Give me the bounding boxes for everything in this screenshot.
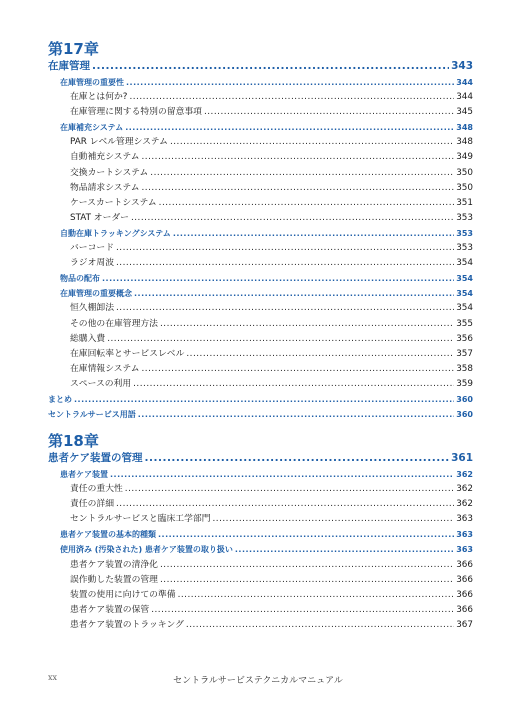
toc-entry-page: 363 <box>456 530 473 540</box>
toc-entry[interactable] <box>48 301 473 316</box>
dot-leader <box>126 75 454 90</box>
toc-entry-page: 355 <box>456 318 473 329</box>
toc-entry-title: 在庫とは何か? <box>70 92 128 103</box>
toc-entry[interactable] <box>48 467 473 482</box>
toc-entry-title: 誤作動した装置の管理 <box>70 574 158 585</box>
dot-leader <box>159 196 455 211</box>
toc-entry-title: ケースカートシステム <box>70 197 157 208</box>
toc-entry-title: 責任の重大性 <box>70 484 123 495</box>
toc-entry-page: 353 <box>456 212 473 223</box>
toc-entry[interactable] <box>48 362 473 377</box>
toc-entry-page: 348 <box>456 123 473 133</box>
toc-entry[interactable] <box>48 150 473 165</box>
toc-entry[interactable] <box>48 196 473 211</box>
toc-entry-title: スペースの利用 <box>70 378 132 389</box>
toc-entry[interactable] <box>48 317 473 332</box>
toc-entry[interactable] <box>48 407 473 422</box>
toc-entry-page: 351 <box>456 197 473 208</box>
toc-entry[interactable] <box>48 135 473 150</box>
toc-entry-title: 在庫回転率とサービスレベル <box>70 348 185 359</box>
toc-entry-page: 345 <box>456 107 473 118</box>
toc-entry-title: 患者ケア装置の清浄化 <box>70 559 158 570</box>
toc-entry-title: PAR レベル管理システム <box>70 137 168 148</box>
toc-entry[interactable] <box>48 90 473 105</box>
dot-leader <box>145 450 450 467</box>
toc-entry-page: 353 <box>456 228 473 238</box>
dot-leader <box>116 256 454 271</box>
toc-entry-title: 物品請求システム <box>70 182 140 193</box>
chapter-18-heading: 第18章 <box>48 432 99 450</box>
dot-leader <box>170 135 454 150</box>
toc-entry[interactable] <box>48 558 473 573</box>
chapter-18-section <box>48 432 473 633</box>
toc-entry[interactable] <box>48 241 473 256</box>
dot-leader <box>204 105 454 120</box>
toc-entry[interactable] <box>48 226 473 241</box>
dot-leader <box>110 467 454 482</box>
dot-leader <box>150 166 454 181</box>
toc-entry-title: 在庫管理の重要概念 <box>60 289 132 299</box>
toc-entry-page: 366 <box>456 604 473 615</box>
toc-entry-page: 343 <box>451 60 473 72</box>
toc-entry-page: 362 <box>456 499 473 510</box>
toc-entry-title: 使用済み (汚染された) 患者ケア装置の取り扱い <box>60 545 233 555</box>
dot-leader <box>235 542 454 557</box>
dot-leader <box>213 512 455 527</box>
toc-entry[interactable] <box>48 542 473 557</box>
toc-entry-page: 350 <box>456 182 473 193</box>
dot-leader <box>125 120 454 135</box>
toc-entry-title: ラジオ周波 <box>70 258 114 269</box>
dot-leader <box>160 573 454 588</box>
dot-leader <box>186 347 454 362</box>
toc-entry-page: 354 <box>456 258 473 269</box>
dot-leader <box>178 588 455 603</box>
toc-entry[interactable] <box>48 588 473 603</box>
toc-entry[interactable] <box>48 286 473 301</box>
toc-entry-page: 366 <box>456 559 473 570</box>
toc-entry-page: 350 <box>456 167 473 178</box>
toc-entry-page: 359 <box>456 378 473 389</box>
dot-leader <box>102 271 454 286</box>
dot-leader <box>116 241 454 256</box>
dot-leader <box>186 618 454 633</box>
toc-entry-page: 354 <box>456 289 473 299</box>
toc-entry-page: 360 <box>456 410 473 420</box>
toc-entry[interactable] <box>48 377 473 392</box>
toc-entry-title: 患者ケア装置の保管 <box>70 604 150 615</box>
toc-entry-page: 353 <box>456 243 473 254</box>
toc-entry[interactable] <box>48 75 473 90</box>
dot-leader <box>125 482 454 497</box>
page-footer <box>48 673 468 687</box>
toc-entry-page: 344 <box>456 92 473 103</box>
toc-entry-title: 物品の配布 <box>60 274 100 284</box>
toc-entry-title: 患者ケア装置のトラッキング <box>70 619 184 630</box>
toc-entry-page: 354 <box>456 303 473 314</box>
dot-leader <box>142 150 455 165</box>
toc-entry[interactable] <box>48 181 473 196</box>
toc-entry[interactable] <box>48 392 473 407</box>
toc-entry-page: 362 <box>456 470 473 479</box>
toc-entry-title: 患者ケア装置の管理 <box>48 452 143 464</box>
dot-leader <box>74 392 454 407</box>
toc-entry[interactable] <box>48 271 473 286</box>
chapter-17-section <box>48 40 473 422</box>
toc-entry-page: 354 <box>456 274 473 284</box>
dot-leader <box>142 362 455 377</box>
toc-entry-page: 344 <box>456 78 473 87</box>
dot-leader <box>160 317 454 332</box>
footer-page-number: xx <box>48 673 58 682</box>
dot-leader <box>116 301 454 316</box>
dot-leader <box>129 90 454 105</box>
toc-entry-title: 交換カートシステム <box>70 167 149 178</box>
toc-entry-title: セントラルサービス用語 <box>48 410 136 420</box>
toc-entry-title: 自動在庫トラッキングシステム <box>60 228 171 238</box>
dot-leader <box>116 497 454 512</box>
toc-entry-title: 在庫管理の重要性 <box>60 78 124 87</box>
toc-entry-title: 恒久棚卸法 <box>70 303 114 314</box>
toc-entry-page: 349 <box>456 152 473 163</box>
toc-entry-title: まとめ <box>48 394 72 404</box>
toc-entry-title: 責任の詳細 <box>70 499 114 510</box>
dot-leader <box>107 332 454 347</box>
toc-entry-page: 358 <box>456 363 473 374</box>
dot-leader <box>138 407 455 422</box>
toc-entry-title: 患者ケア装置 <box>60 470 108 479</box>
dot-leader <box>160 558 454 573</box>
toc-entry-page: 357 <box>456 348 473 359</box>
toc-entry[interactable] <box>48 347 473 362</box>
toc-entry[interactable] <box>48 482 473 497</box>
toc-entry-page: 367 <box>456 619 473 630</box>
dot-leader <box>158 527 454 542</box>
toc-entry-page: 360 <box>456 394 473 404</box>
toc-entry-page: 361 <box>451 452 473 464</box>
toc-entry[interactable] <box>48 256 473 271</box>
toc-entry-title: 在庫情報システム <box>70 363 140 374</box>
toc-entry-page: 348 <box>456 137 473 148</box>
dot-leader <box>134 286 454 301</box>
toc-entry-title: 総購入費 <box>70 333 106 344</box>
toc-entry-page: 366 <box>456 589 473 600</box>
toc-entry[interactable] <box>48 120 473 135</box>
toc-entry[interactable] <box>48 58 473 75</box>
dot-leader <box>142 181 455 196</box>
toc-entry[interactable] <box>48 332 473 347</box>
toc-entry[interactable] <box>48 573 473 588</box>
dot-leader <box>92 58 449 75</box>
chapter-18-entries <box>48 450 473 633</box>
toc-entry[interactable] <box>48 450 473 467</box>
toc-entry-page: 356 <box>456 333 473 344</box>
toc-entry-title: 自動補充システム <box>70 152 140 163</box>
toc-entry-title: 在庫補充システム <box>60 123 124 133</box>
toc-entry[interactable] <box>48 527 473 542</box>
chapter-17-entries <box>48 58 473 422</box>
toc-entry-title: 患者ケア装置の基本的種類 <box>60 530 156 540</box>
toc-entry[interactable] <box>48 166 473 181</box>
footer-book-title: セントラルサービステクニカルマニュアル <box>173 676 343 686</box>
toc-entry-title: 在庫管理に関する特別の留意事項 <box>70 107 202 118</box>
toc-entry-title: 装置の使用に向けての準備 <box>70 589 176 600</box>
toc-entry[interactable] <box>48 603 473 618</box>
toc-entry[interactable] <box>48 618 473 633</box>
toc-entry-title: STAT オーダー <box>70 212 129 223</box>
toc-entry-page: 366 <box>456 574 473 585</box>
toc-entry-page: 363 <box>456 545 473 555</box>
chapter-17-heading: 第17章 <box>48 40 99 58</box>
toc-entry-page: 362 <box>456 484 473 495</box>
toc-entry-title: セントラルサービスと臨床工学部門 <box>70 514 211 525</box>
toc-entry-page: 363 <box>456 514 473 525</box>
dot-leader <box>133 377 454 392</box>
toc-entry[interactable] <box>48 497 473 512</box>
toc-entry[interactable] <box>48 105 473 120</box>
toc-entry[interactable] <box>48 512 473 527</box>
dot-leader <box>131 211 454 226</box>
dot-leader <box>173 226 454 241</box>
toc-entry[interactable] <box>48 211 473 226</box>
dot-leader <box>151 603 454 618</box>
toc-entry-title: 在庫管理 <box>48 60 90 72</box>
toc-entry-title: バーコード <box>70 243 114 254</box>
toc-entry-title: その他の在庫管理方法 <box>70 318 158 329</box>
